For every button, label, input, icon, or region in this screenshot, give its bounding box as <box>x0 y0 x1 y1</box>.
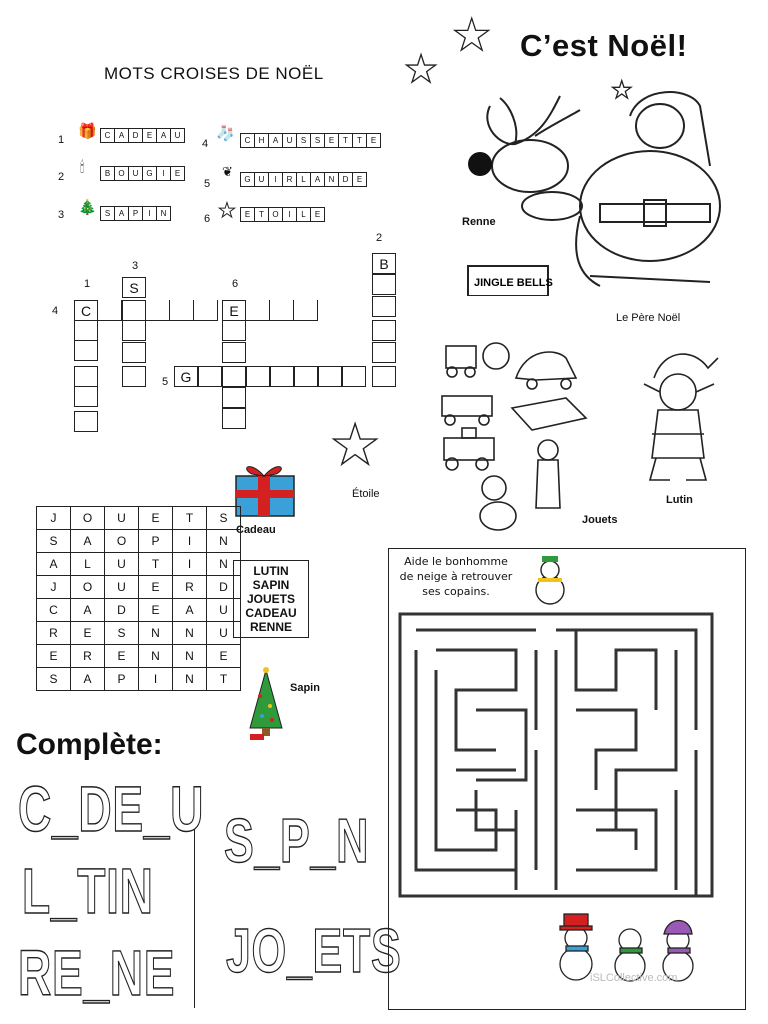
gift-icon <box>232 458 298 518</box>
grid-cell[interactable] <box>170 300 194 321</box>
word-search-cell[interactable]: S <box>105 622 139 645</box>
word-search-row <box>37 576 241 599</box>
clue-letter: C <box>240 133 255 148</box>
word-search-cell[interactable]: E <box>37 645 71 668</box>
clue-letter: D <box>128 128 143 143</box>
word-search-cell[interactable]: P <box>139 530 173 553</box>
grid-cell[interactable] <box>122 366 146 387</box>
grid-cell[interactable] <box>246 366 270 387</box>
word-search-cell[interactable]: A <box>71 668 105 691</box>
clue-letter: A <box>114 128 129 143</box>
word-search-row <box>37 530 241 553</box>
grid-cell[interactable] <box>372 320 396 341</box>
fill-word-3: RE_NE <box>18 937 176 1009</box>
word-search-cell[interactable]: N <box>207 530 241 553</box>
word-list-item: LUTIN <box>253 564 289 578</box>
clue-letter: H <box>254 133 269 148</box>
label-pere-noel: Le Père Noël <box>616 312 681 324</box>
word-search-cell[interactable]: I <box>173 553 207 576</box>
star-icon: ★ <box>452 10 492 61</box>
grid-cell[interactable] <box>122 320 146 341</box>
grid-cell[interactable] <box>74 386 98 407</box>
clue-letter: U <box>254 172 269 187</box>
label-sapin: Sapin <box>290 682 320 694</box>
word-search-cell[interactable]: J <box>37 507 71 530</box>
label-etoile: Étoile <box>352 488 380 500</box>
clue-letter: R <box>282 172 297 187</box>
grid-cell[interactable] <box>198 366 222 387</box>
clue-letter: A <box>114 206 129 221</box>
clue-letter: G <box>240 172 255 187</box>
word-search-cell[interactable]: O <box>71 576 105 599</box>
clue-number: 5 <box>204 178 211 190</box>
word-search-cell[interactable]: A <box>71 530 105 553</box>
grid-cell[interactable] <box>74 411 98 432</box>
word-search-cell[interactable]: E <box>139 507 173 530</box>
clue-letter: B <box>100 166 115 181</box>
jingle-bells-text: JINGLE BELLS <box>474 277 553 289</box>
grid-cell[interactable] <box>122 300 146 321</box>
word-search-cell[interactable]: O <box>105 530 139 553</box>
clue-letter: S <box>100 206 115 221</box>
clue-number: 3 <box>58 209 65 221</box>
word-search-cell[interactable]: S <box>37 530 71 553</box>
clue-letter: A <box>268 133 283 148</box>
word-search-cell[interactable]: E <box>139 599 173 622</box>
grid-cell[interactable] <box>146 300 170 321</box>
clue-letter: D <box>338 172 353 187</box>
crossword-grid <box>0 0 420 440</box>
fill-word-4: S_P_N <box>224 807 370 876</box>
word-search-cell[interactable]: D <box>105 599 139 622</box>
word-list <box>233 560 309 638</box>
clue-letter: E <box>366 133 381 148</box>
word-search-cell[interactable]: N <box>207 553 241 576</box>
tree-icon: 🎄 <box>78 198 97 216</box>
clue-letter: L <box>296 172 311 187</box>
fill-word-2: L_TIN <box>22 855 154 927</box>
clue-letter: N <box>324 172 339 187</box>
grid-cell[interactable] <box>372 296 396 317</box>
word-search-cell[interactable]: C <box>37 599 71 622</box>
grid-cell[interactable]: E <box>222 300 246 321</box>
word-search-row <box>37 645 241 668</box>
star-icon: ★ <box>404 47 439 91</box>
elf-illustration <box>634 348 724 488</box>
clue-letter: I <box>268 172 283 187</box>
complete-title: Complète: <box>16 728 163 761</box>
clue-letter: I <box>156 166 171 181</box>
clue-letter: U <box>128 166 143 181</box>
clue-letter: C <box>100 128 115 143</box>
sock-icon: 🧦 <box>216 124 235 142</box>
clue-number: 1 <box>58 134 65 146</box>
maze[interactable] <box>396 610 716 900</box>
word-search-row <box>37 553 241 576</box>
clue-letter: S <box>296 133 311 148</box>
word-search-cell[interactable]: N <box>173 668 207 691</box>
crossword-title: MOTS CROISES DE NOËL <box>104 64 324 83</box>
clue-letter: I <box>142 206 157 221</box>
snowman-icon <box>528 554 572 608</box>
word-search-cell[interactable]: S <box>37 668 71 691</box>
grid-cell[interactable] <box>222 387 246 408</box>
grid-cell[interactable]: G <box>174 366 198 387</box>
clue-letter: I <box>282 207 297 222</box>
grid-cell[interactable] <box>372 274 396 295</box>
watermark: iSLCollective.com <box>590 972 678 984</box>
word-search-cell[interactable]: U <box>207 599 241 622</box>
word-search-cell[interactable]: J <box>37 576 71 599</box>
word-search-cell[interactable]: E <box>139 576 173 599</box>
word-search-cell[interactable]: I <box>173 530 207 553</box>
grid-cell[interactable] <box>222 342 246 363</box>
word-search-cell[interactable]: T <box>207 668 241 691</box>
clue-letter: S <box>310 133 325 148</box>
grid-cell[interactable] <box>270 300 294 321</box>
word-search-row <box>37 668 241 691</box>
grid-cell[interactable] <box>222 366 246 387</box>
word-search-cell[interactable]: N <box>173 645 207 668</box>
word-search-cell[interactable]: U <box>207 622 241 645</box>
grid-number: 1 <box>84 278 91 290</box>
grid-cell[interactable] <box>294 366 318 387</box>
christmas-tree-icon <box>246 666 286 742</box>
grid-cell[interactable] <box>246 300 270 321</box>
word-search-row <box>37 622 241 645</box>
word-search-cell[interactable]: T <box>139 553 173 576</box>
clue-letter: A <box>156 128 171 143</box>
clue-letter: E <box>352 172 367 187</box>
word-search-cell[interactable]: S <box>207 507 241 530</box>
grid-cell[interactable] <box>74 320 98 341</box>
word-search-cell[interactable]: P <box>105 668 139 691</box>
word-search-cell[interactable]: E <box>105 645 139 668</box>
label-cadeau: Cadeau <box>236 524 276 536</box>
word-list-item: CADEAU <box>245 606 297 620</box>
clue-letter: N <box>156 206 171 221</box>
grid-cell[interactable] <box>98 300 122 321</box>
word-search-cell[interactable]: U <box>105 553 139 576</box>
word-search-cell[interactable]: I <box>139 668 173 691</box>
word-search-cell[interactable]: U <box>105 576 139 599</box>
clue-letter: T <box>352 133 367 148</box>
word-search-cell[interactable]: D <box>207 576 241 599</box>
clue-letter: O <box>268 207 283 222</box>
word-search-cell[interactable]: A <box>173 599 207 622</box>
word-search-cell[interactable]: E <box>207 645 241 668</box>
toys-illustration <box>436 338 596 538</box>
garland-icon: ❦ <box>222 165 233 180</box>
word-search-cell[interactable]: N <box>139 622 173 645</box>
word-search-cell[interactable]: T <box>173 507 207 530</box>
grid-number: 2 <box>376 232 383 244</box>
word-search-cell[interactable]: R <box>71 645 105 668</box>
word-search-cell[interactable]: L <box>71 553 105 576</box>
grid-cell[interactable] <box>372 366 396 387</box>
grid-number: 6 <box>232 278 239 290</box>
grid-number: 5 <box>162 376 169 388</box>
grid-cell[interactable] <box>74 340 98 361</box>
grid-cell[interactable] <box>194 300 218 321</box>
word-search-grid <box>36 506 241 691</box>
word-search-cell[interactable]: U <box>105 507 139 530</box>
star-character-icon: ★ <box>330 413 381 478</box>
clue-letter: P <box>128 206 143 221</box>
gift-icon: 🎁 <box>78 122 97 140</box>
clue-letter: E <box>240 207 255 222</box>
label-lutin: Lutin <box>666 494 693 506</box>
clue-letter: G <box>142 166 157 181</box>
grid-cell[interactable] <box>222 408 246 429</box>
clue-letter: E <box>310 207 325 222</box>
clue-letter: A <box>310 172 325 187</box>
clue-letter: T <box>338 133 353 148</box>
clue-letter: T <box>254 207 269 222</box>
grid-cell[interactable] <box>222 320 246 341</box>
clue-letter: E <box>142 128 157 143</box>
clue-letter: U <box>170 128 185 143</box>
clue-letter: L <box>296 207 311 222</box>
grid-number: 4 <box>52 305 59 317</box>
grid-cell[interactable] <box>342 366 366 387</box>
word-search-cell[interactable]: O <box>71 507 105 530</box>
page-title: C’est Noël! <box>520 28 688 63</box>
word-search-row <box>37 599 241 622</box>
word-search-row <box>37 507 241 530</box>
clue-number: 6 <box>204 213 211 225</box>
candle-icon: 🕯 <box>80 158 85 176</box>
grid-cell[interactable] <box>270 366 294 387</box>
word-search-cell[interactable]: R <box>173 576 207 599</box>
grid-cell[interactable] <box>74 366 98 387</box>
reindeer-santa-illustration <box>460 86 730 296</box>
word-list-item: SAPIN <box>252 578 290 592</box>
clue-letter: E <box>170 166 185 181</box>
fill-word-1: C_DE_U <box>18 773 205 845</box>
word-list-item: JOUETS <box>246 592 295 606</box>
fill-word-5: JO_ETS <box>226 917 402 986</box>
clue-letter: O <box>114 166 129 181</box>
word-search-cell[interactable]: R <box>37 622 71 645</box>
word-search-cell[interactable]: A <box>71 599 105 622</box>
star-icon: ★ <box>611 76 633 104</box>
grid-cell[interactable] <box>294 300 318 321</box>
word-list-item: RENNE <box>249 620 292 634</box>
grid-number: 3 <box>132 260 139 272</box>
word-search-cell[interactable]: A <box>37 553 71 576</box>
clue-letter: E <box>324 133 339 148</box>
grid-cell[interactable]: S <box>122 277 146 298</box>
clue-number: 4 <box>202 138 209 150</box>
clue-letter: U <box>282 133 297 148</box>
label-jouets: Jouets <box>582 514 618 526</box>
clue-number: 2 <box>58 171 65 183</box>
word-search-cell[interactable]: N <box>173 622 207 645</box>
grid-cell[interactable] <box>372 342 396 363</box>
word-search-cell[interactable]: E <box>71 622 105 645</box>
grid-cell[interactable]: B <box>372 253 396 274</box>
word-search-cell[interactable]: N <box>139 645 173 668</box>
grid-cell[interactable] <box>122 342 146 363</box>
label-renne: Renne <box>462 216 496 228</box>
grid-cell[interactable] <box>318 366 342 387</box>
star-icon: ★ <box>218 198 236 222</box>
grid-cell[interactable]: C <box>74 300 98 321</box>
maze-instruction: Aide le bonhomme de neige à retrouver ses copains. <box>399 555 513 598</box>
